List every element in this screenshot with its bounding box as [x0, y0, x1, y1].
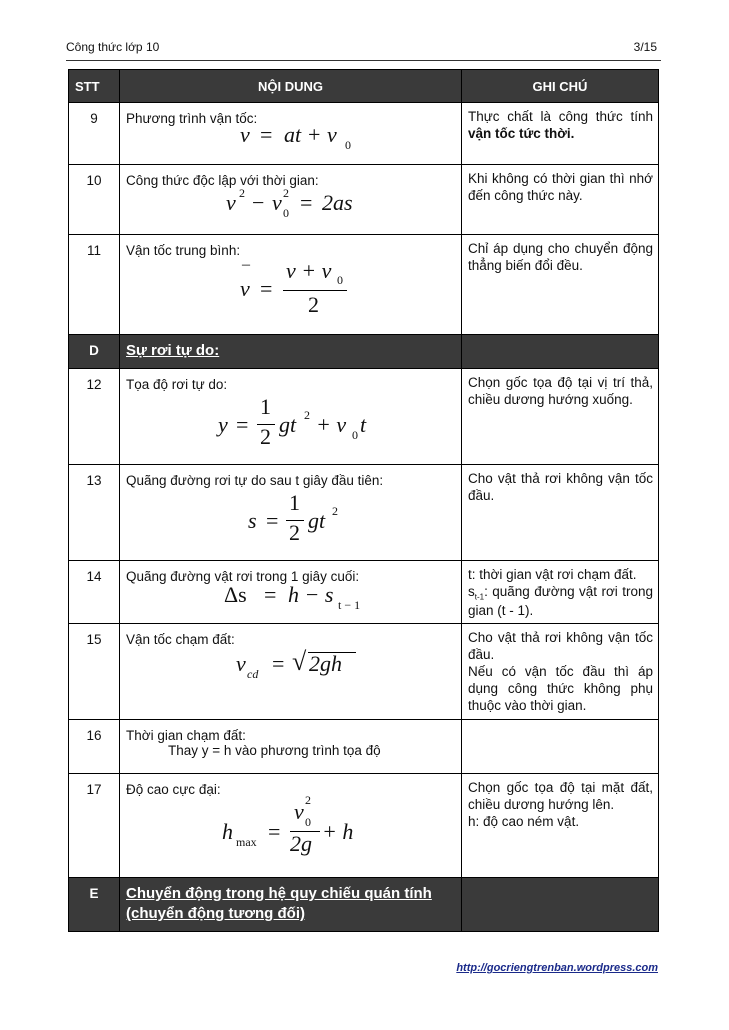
row-text: Vận tốc trung bình: — [126, 243, 241, 258]
page-header-title: Công thức lớp 10 — [66, 40, 160, 54]
formula-average-velocity: – v = v + v 0 2 — [126, 258, 455, 322]
row-text: Độ cao cực đại: — [126, 781, 221, 797]
row-number: 10 — [69, 165, 120, 235]
formula-free-fall-distance: s = 1 2 gt 2 — [248, 490, 338, 545]
table-row-15 — [69, 624, 659, 719]
col-header-content: NỘI DUNG — [120, 70, 462, 103]
row-content — [120, 235, 462, 335]
row-content — [120, 465, 462, 561]
row-content — [120, 369, 462, 465]
row-content — [120, 561, 462, 624]
section-row-d — [69, 335, 659, 369]
row-note: Cho vật thả rơi không vận tốc đầu. — [462, 465, 659, 561]
row-number: 14 — [69, 561, 120, 624]
formula-impact-velocity: v cd = √ 2gh — [126, 647, 455, 681]
formula-max-height: h max = v 0 2 2g + h — [222, 792, 354, 856]
row-content — [120, 719, 462, 773]
row-content — [120, 103, 462, 165]
row-content — [120, 165, 462, 235]
table-row-11 — [69, 235, 659, 335]
formula-free-fall-position: y = 1 2 gt 2 + v 0 t — [218, 394, 367, 449]
row-note: Khi không có thời gian thì nhớ đến công thức này. — [462, 165, 659, 235]
section-letter: D — [69, 335, 120, 369]
row-note: Thực chất là công thức tính vận tốc tức thời. — [462, 103, 659, 165]
row-text: Quãng đường vật rơi trong 1 giây cuối: — [126, 569, 360, 584]
row-text: Thời gian chạm đất: — [126, 727, 246, 743]
table-row-12 — [69, 369, 659, 465]
row-number: 17 — [69, 773, 120, 877]
col-header-stt: STT — [69, 70, 120, 103]
col-header-note: GHI CHÚ — [462, 70, 659, 103]
row-note: t: thời gian vật rơi chạm đất. $s_{t-1}$: quãng đường vật rơi trong gian (t - 1). — [462, 561, 659, 624]
table-header-row — [69, 70, 659, 103]
section-title: Sự rơi tự do: — [120, 335, 462, 369]
row-note: Chọn gốc tọa độ tại vị trí thả, chiều dương hướng xuống. — [462, 369, 659, 465]
section-row-e — [69, 877, 659, 931]
row-note: Cho vật thả rơi không vận tốc đầu. Nếu có vận tốc đầu thì áp dụng công thức không phụ thuộc vào thời gian. — [462, 624, 659, 719]
row-note: Chỉ áp dụng cho chuyển động thẳng biến đổi đều. — [462, 235, 659, 335]
row-number: 13 — [69, 465, 120, 561]
row-number: 11 — [69, 235, 120, 335]
formula-table — [68, 69, 659, 932]
table-row-16 — [69, 719, 659, 773]
section-title: Chuyển động trong hệ quy chiếu quán tính (chuyển động tương đối) — [120, 877, 462, 931]
table-row-9 — [69, 103, 659, 165]
table-row-10 — [69, 165, 659, 235]
section-note-empty — [462, 335, 659, 369]
row-number: 15 — [69, 624, 120, 719]
row-text-detail: Thay y = h vào phương trình tọa độ — [168, 742, 381, 758]
footer-url-link[interactable]: http://gocriengtrenban.wordpress.com — [456, 962, 658, 974]
formula-last-second-distance: Δs = h − s t − 1 — [224, 582, 361, 612]
row-note: Chọn gốc tọa độ tại mặt đất, chiều dương hướng lên. h: độ cao ném vật. — [462, 773, 659, 877]
header-divider — [66, 60, 661, 61]
table-row-13 — [69, 465, 659, 561]
row-text: Vận tốc chạm đất: — [126, 632, 235, 648]
table-row-17 — [69, 773, 659, 877]
section-note-empty — [462, 877, 659, 931]
row-number: 9 — [69, 103, 120, 165]
row-note-empty — [462, 719, 659, 773]
row-content — [120, 624, 462, 719]
row-text: Tọa độ rơi tự do: — [126, 377, 228, 392]
row-number: 16 — [69, 719, 120, 773]
row-text: Công thức độc lập với thời gian: — [126, 173, 319, 188]
row-number: 12 — [69, 369, 120, 465]
formula-independent-time: v 2 − v 0 2 = 2as — [226, 186, 353, 220]
section-letter: E — [69, 877, 120, 931]
page-number: 3/15 — [633, 40, 657, 54]
row-text: Phương trình vận tốc: — [126, 111, 258, 126]
row-content — [120, 773, 462, 877]
table-row-14 — [69, 561, 659, 624]
row-text: Quãng đường rơi tự do sau t giây đầu tiên: — [126, 473, 384, 488]
formula-velocity: v = at + v 0 — [240, 122, 351, 152]
